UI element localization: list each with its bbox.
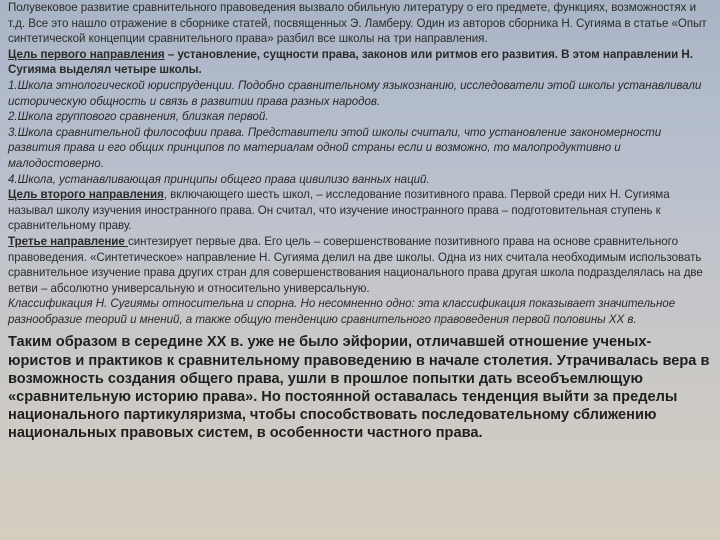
second-direction-text: , включающего шесть школ, – исследование позитивного права. Первой среди них Н. Сугияма называл школу изучения иностранного права. Он считал, что изучение иностранного права – подготовительная ступень к сравнительному праву. — [8, 188, 670, 233]
conclusion-paragraph: Таким образом в середине XX в. уже не было эйфории, отличавшей отношение ученых-юристов и практиков к сравнительному правоведению в начале столетия. Утрачивалась вера в возможность создания общего права, ушли в прошлое попытки дать всеобъемлющую «сравнительную историю права». Но постоянной оставалась тенденция выйти за пределы национального партикуляризма, чтобы способствовать последовательному сближению национальных правовых систем, в особенности частного права. — [8, 334, 710, 442]
third-direction-paragraph — [8, 234, 712, 296]
first-direction-text: – установление, сущности права, законов или ритмов его развития. В этом направлении Н. Сугияма выделял четыре школы. — [8, 47, 693, 77]
intro-paragraph: Полувековое развитие сравнительного правоведения вызвало обильную литературу о его предмете, функциях, возможностях и т.д. Все это нашло отражение в сборнике статей, посвященных Э. Ламберу. Один из авторов сборника Н. Сугияма в статье «Опыт синтетической концепции сравнительного права» разбил все школы на три направления. — [8, 1, 707, 46]
first-direction-heading: Цель первого направления — [8, 47, 165, 61]
school-3-paragraph: 3.Школа сравнительной философии права. Представители этой школы считали, что установление закономерности развития права и его общих принципов по материалам одной страны если и возможно, то малопродуктивно и малодостоверно. — [8, 125, 662, 170]
second-direction-paragraph — [8, 187, 712, 234]
school-1-paragraph: 1.Школа этнологической юриспруденции. Подобно сравнительному языкознанию, исследователи этой школы устанавливали историческую общность и связь в развитии права разных народов. — [8, 78, 702, 108]
third-direction-text: синтезирует первые два. Его цель – совершенствование позитивного права на основе сравнительного правоведения. «Синтетическое» направление Н. Сугияма делил на две школы. Одна из них считала необходимым использовать сравнительное изучение права других стран для совершенствования национального права другая школа подразделялась на две ветви – абсолютно универсальную и относительно универсальную. — [8, 234, 703, 295]
classification-paragraph: Классификация Н. Сугиямы относительна и спорна. Но несомненно одно: эта классификация показывает значительное разнообразие теорий и мнений, а также общую тенденцию сравнительного правоведения первой половины XX в. — [8, 297, 676, 326]
first-direction-paragraph — [8, 47, 712, 78]
school-2-paragraph: 2.Школа группового сравнения, близкая первой. — [8, 110, 269, 124]
third-direction-heading: Третье направление — [8, 234, 128, 248]
school-4-paragraph: 4.Школа, устанавливающая принципы общего права цивилизо ванных наций. — [8, 172, 430, 186]
second-direction-heading: Цель второго направления — [8, 188, 164, 202]
